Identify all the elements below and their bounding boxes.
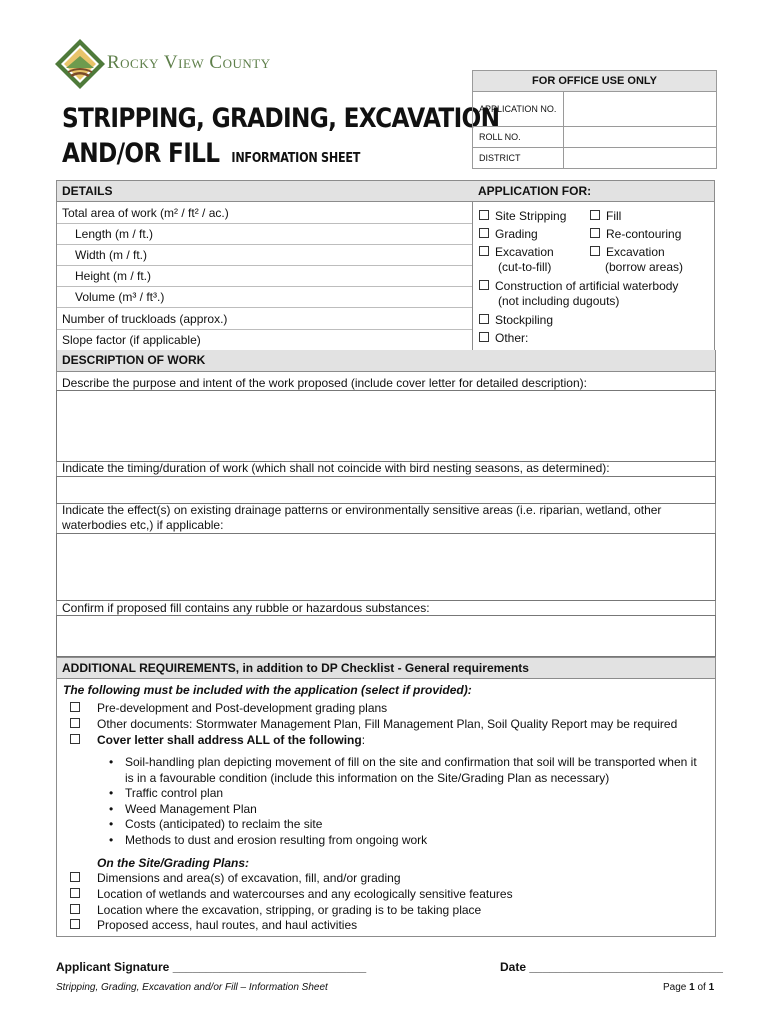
details-row-height[interactable]: Height (m / ft.) xyxy=(57,266,472,287)
option-other[interactable] xyxy=(479,331,528,345)
option-site-stripping[interactable] xyxy=(479,209,566,223)
application-no-label: APPLICATION NO. xyxy=(473,92,564,127)
additional-heading: ADDITIONAL REQUIREMENTS, in addition to DP Checklist - General requirements xyxy=(57,658,715,679)
details-section xyxy=(56,180,473,352)
checkbox-icon[interactable] xyxy=(479,280,489,290)
option-recontouring[interactable] xyxy=(590,227,681,241)
option-excavation-borrow-label: Excavation xyxy=(606,245,665,259)
title-suffix: INFORMATION SHEET xyxy=(231,151,361,166)
option-artificial-label: Construction of artificial waterbody xyxy=(495,279,679,293)
question-drainage: Indicate the effect(s) on existing drainage patterns or environmentally sensitive areas (i.e. riparian, wetland, other waterbodies etc,) if applicable: xyxy=(62,503,662,532)
option-other-label: Other: xyxy=(495,331,529,345)
details-row-slope[interactable]: Slope factor (if applicable) xyxy=(62,333,201,347)
signature-line: _____________________________ xyxy=(172,960,367,974)
checkbox-icon[interactable] xyxy=(590,246,600,256)
description-heading: DESCRIPTION OF WORK xyxy=(57,350,715,372)
checkbox-icon[interactable] xyxy=(70,718,80,728)
additional-intro: The following must be included with the application (select if provided): xyxy=(63,683,472,697)
checkbox-icon[interactable] xyxy=(70,904,80,914)
excavation-borrow-note: (borrow areas) xyxy=(605,260,684,274)
plans-item-access[interactable] xyxy=(70,918,513,934)
details-row-truckloads[interactable]: Number of truckloads (approx.) xyxy=(57,308,472,330)
plans-checklist xyxy=(70,871,513,934)
checklist-item-grading-plans[interactable] xyxy=(70,700,677,716)
option-fill-label: Fill xyxy=(606,209,622,223)
footer-page-number xyxy=(663,982,714,993)
page-total: 1 xyxy=(708,982,715,993)
option-grading-label: Grading xyxy=(495,227,538,241)
artificial-note: (not including dugouts) xyxy=(498,294,620,308)
checklist-item-label: Cover letter shall address ALL of the following xyxy=(97,733,362,747)
option-excavation-cut[interactable] xyxy=(479,245,554,259)
footer-doc-name: Stripping, Grading, Excavation and/or Fill – Information Sheet xyxy=(56,982,328,993)
roll-no-field[interactable] xyxy=(564,127,717,148)
checklist-item-label: Other documents: Stormwater Management Plan, Fill Management Plan, Soil Quality Report may be required xyxy=(97,717,678,731)
date-field[interactable] xyxy=(500,960,723,974)
plans-item-label: Location where the excavation, stripping, or grading is to be taking place xyxy=(97,902,482,917)
details-row-volume[interactable]: Volume (m³ / ft³.) xyxy=(57,287,472,308)
checkbox-icon[interactable] xyxy=(479,228,489,238)
checkbox-icon[interactable] xyxy=(590,228,600,238)
plans-item-location[interactable] xyxy=(70,903,513,919)
additional-checklist xyxy=(70,700,677,748)
page-title xyxy=(62,101,499,176)
signature-label: Applicant Signature xyxy=(56,960,170,974)
title-line-2-text: AND/OR FILL xyxy=(62,138,220,169)
plans-item-label: Location of wetlands and watercourses and any ecologically sensitive features xyxy=(97,886,513,901)
bullet-item: • Weed Management Plan xyxy=(125,802,705,818)
application-for-heading: APPLICATION FOR: xyxy=(471,181,714,202)
option-stockpiling-label: Stockpiling xyxy=(495,313,554,327)
signature-field[interactable] xyxy=(56,960,366,974)
checkbox-icon[interactable] xyxy=(70,888,80,898)
checkbox-icon[interactable] xyxy=(479,246,489,256)
drainage-field[interactable] xyxy=(56,533,716,601)
bullet-item: • Methods to dust and erosion resulting from ongoing work xyxy=(125,833,705,849)
date-label: Date xyxy=(500,960,527,974)
purpose-field[interactable] xyxy=(56,390,716,462)
bullet-item: • Soil-handling plan depicting movement of fill on the site and confirmation that soil will be transported when it is in a favourable condition (include this information on the Site/Grading Plan as necessary) xyxy=(125,755,705,786)
option-excavation-cut-label: Excavation xyxy=(495,245,554,259)
question-purpose: Describe the purpose and intent of the work proposed (include cover letter for detailed description): xyxy=(62,376,587,390)
checkbox-icon[interactable] xyxy=(479,314,489,324)
checkbox-icon[interactable] xyxy=(479,332,489,342)
excavation-cut-note: (cut-to-fill) xyxy=(498,260,552,274)
page-prefix: Page xyxy=(663,982,687,993)
cover-letter-bullets xyxy=(125,755,705,848)
details-row-width[interactable]: Width (m / ft.) xyxy=(57,245,472,266)
option-grading[interactable] xyxy=(479,227,538,241)
option-recontouring-label: Re-contouring xyxy=(606,227,682,241)
question-timing: Indicate the timing/duration of work (which shall not coincide with bird nesting seasons, as determined): xyxy=(62,461,610,475)
checkbox-icon[interactable] xyxy=(70,734,80,744)
timing-field[interactable] xyxy=(56,476,716,504)
plans-item-label: Dimensions and area(s) of excavation, fill, and/or grading xyxy=(97,871,401,885)
checklist-item-label: Pre-development and Post-development grading plans xyxy=(97,701,388,715)
bullet-item: • Traffic control plan xyxy=(125,786,705,802)
option-stockpiling[interactable] xyxy=(479,313,553,327)
checkbox-icon[interactable] xyxy=(479,210,489,220)
checkbox-icon[interactable] xyxy=(70,919,80,929)
question-rubble: Confirm if proposed fill contains any rubble or hazardous substances: xyxy=(62,601,430,615)
option-fill[interactable] xyxy=(590,209,621,223)
date-line: _____________________________ xyxy=(529,960,723,974)
plans-heading: On the Site/Grading Plans: xyxy=(97,856,250,870)
details-row-area[interactable]: Total area of work (m² / ft² / ac.) xyxy=(57,202,472,224)
page-num: 1 xyxy=(689,982,695,993)
district-label: DISTRICT xyxy=(473,148,564,169)
district-field[interactable] xyxy=(564,148,717,169)
checkbox-icon[interactable] xyxy=(70,702,80,712)
bullet-item: • Costs (anticipated) to reclaim the site xyxy=(125,817,705,833)
option-excavation-borrow[interactable] xyxy=(590,245,665,259)
application-no-field[interactable] xyxy=(564,92,717,127)
details-row-length[interactable]: Length (m / ft.) xyxy=(57,224,472,245)
office-use-table xyxy=(472,70,717,169)
option-artificial-waterbody[interactable] xyxy=(479,279,678,293)
roll-no-label: ROLL NO. xyxy=(473,127,564,148)
checklist-item-other-docs[interactable] xyxy=(70,716,677,732)
title-line-2 xyxy=(62,136,499,176)
checkbox-icon[interactable] xyxy=(70,872,80,882)
option-site-stripping-label: Site Stripping xyxy=(495,209,567,223)
page-of: of xyxy=(697,982,706,993)
office-use-heading: FOR OFFICE USE ONLY xyxy=(473,71,717,92)
county-logo-icon xyxy=(54,38,106,90)
plans-item-dimensions[interactable] xyxy=(70,871,513,887)
checklist-item-cover-letter[interactable]: Cover letter shall address ALL of the following: xyxy=(70,732,677,748)
checkbox-icon[interactable] xyxy=(590,210,600,220)
org-name: Rocky View County xyxy=(107,52,271,73)
title-line-1: STRIPPING, GRADING, EXCAVATION xyxy=(62,103,500,134)
details-heading: DETAILS xyxy=(57,181,472,202)
plans-item-wetlands[interactable] xyxy=(70,887,513,903)
plans-item-label: Proposed access, haul routes, and haul activities xyxy=(97,918,358,933)
rubble-field[interactable] xyxy=(56,615,716,657)
